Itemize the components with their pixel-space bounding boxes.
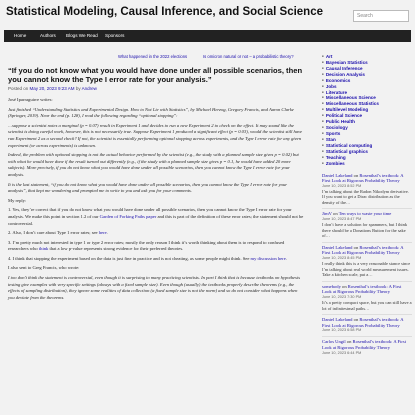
paragraph: 2. Also, I don’t care about Type 1 error rates; see here.	[8, 230, 108, 236]
comment-author-link[interactable]: Daniel Lakeland	[322, 244, 353, 250]
site-title[interactable]: Statistical Modeling, Causal Inference, and Social Science	[6, 6, 323, 18]
post-date-link[interactable]: May 20, 2023 9:23 AM	[29, 86, 75, 91]
comment-author-link[interactable]: Daniel Lakeland	[322, 172, 353, 178]
category-link[interactable]: ■ Statistical graphics	[322, 149, 412, 155]
text: 2. Also, I don’t care about Type 1 error rates; see	[8, 230, 98, 236]
comment-on: on	[353, 317, 359, 323]
recent-comments	[322, 173, 412, 356]
comment-date: June 10, 2023 8:52 PM	[322, 183, 362, 188]
nav-item-home[interactable]: Home	[14, 33, 27, 38]
comment-on: on	[353, 172, 359, 178]
comment-author-link[interactable]: Carlos Ungil	[322, 339, 346, 345]
comment-on: on	[342, 283, 347, 289]
paragraph: My reply:	[8, 197, 27, 203]
category-link[interactable]: ■ Zombies	[322, 161, 412, 167]
paragraph	[8, 207, 304, 227]
blockquote: Just finished “Understanding Statistics and Experimental Design. How to Not Lie with Statistics”, by Michael Herzog, Gregory Francis, and Aaron Clarke (Springer, 2019). Near the end (p. 128), I read the following regarding “optional stopping”:	[8, 106, 294, 119]
meta-prefix: Posted on	[8, 86, 29, 91]
category-link[interactable]: ■ Bayesian Statistics	[322, 60, 412, 66]
nav-item-sponsors[interactable]: Sponsors	[105, 33, 125, 38]
comment-date: June 10, 2023 8:47 PM	[322, 217, 362, 222]
comment-post-link[interactable]: Rosenthal’s textbook: A First Look at Rigorous Probability Theory	[322, 172, 404, 184]
category-link[interactable]: ■ Literature	[322, 90, 412, 96]
next-post-link[interactable]: Is omicron natural or not – a probabilistic theory?	[203, 54, 294, 59]
category-link[interactable]: ■ Political Science	[322, 113, 412, 119]
comment-on: on	[333, 211, 338, 217]
comment-item	[322, 339, 412, 355]
main-navbar	[4, 30, 411, 42]
paragraph: José Iparraguirre writes:	[8, 97, 53, 102]
previous-post-link[interactable]: What happened in the 2022 elections	[118, 54, 188, 59]
category-link[interactable]: ■ Teaching	[322, 155, 412, 161]
nested-blockquote: …suppose a scientist notes a marginal (p = 0.07) result in Experiment 1 and decides to run a new Experiment 2 to check on the effect. It may sound like the scientist is doing careful work, however, this is not necessarily true. Suppose Experiment 1 produced a significant effect (p = 0.03), would the scientist still have run Experiment 2 as a second check? If not, the scientist is essentially performing optional stopping across experiments, and the Type I error rate for any given experiment (or across experiments) is unknown.	[8, 122, 303, 148]
comment-excerpt: I’m talking about the Radon Nikodym derivative. If you want to get a Dirac distribution as the density of the…	[322, 188, 409, 205]
nav-item-authors[interactable]: Authors	[40, 33, 56, 38]
divider	[322, 336, 412, 337]
category-link[interactable]: ■ Sports	[322, 131, 412, 137]
paragraph: 4. I think that stopping the experiment based on the data is just fine in practice and is not cheating, as some people might think. See my discussion here.	[8, 255, 287, 261]
comment-excerpt: I really think this is a very reasonable stance since I’m talking about real world measurement issues. Take a kitchen scale, put a…	[322, 261, 411, 278]
here-link[interactable]: here	[98, 230, 107, 236]
category-link[interactable]: ■ Causal Inference	[322, 66, 412, 72]
divider	[322, 314, 412, 315]
paragraph	[8, 240, 304, 253]
post-meta	[8, 86, 304, 91]
text: that a low p-value represents strong evidence for their preferred theories.	[49, 246, 184, 252]
blockquote: It is the last statement, “if you do not know what you would have done under all possible scenarios, then you cannot know the Type I error rate for your analysis”, that kept me wondering and prompted me to write to you and ask you for your comments.	[8, 181, 288, 194]
comment-item	[322, 317, 412, 333]
comment-author-link[interactable]: somebody	[322, 283, 341, 289]
comment-post-link[interactable]: Rosenthal’s textbook: A First Look at Rigorous Probability Theory	[322, 339, 406, 350]
discussion-link[interactable]: my discussion here	[250, 255, 286, 261]
comment-date: June 10, 2023 6:44 PM	[322, 350, 362, 355]
divider	[322, 242, 412, 243]
comment-item	[322, 245, 412, 278]
sidebar	[322, 54, 412, 359]
category-link[interactable]: ■ Sociology	[322, 125, 412, 131]
category-link[interactable]: ■ Statistical computing	[322, 143, 412, 149]
comment-date: June 10, 2023 7:30 PM	[322, 295, 362, 300]
comment-author-link[interactable]: Daniel Lakeland	[322, 317, 353, 323]
category-link[interactable]: ■ Economics	[322, 78, 412, 84]
post-author-link[interactable]: Andrew	[81, 86, 97, 91]
search-input[interactable]: Search	[353, 10, 409, 22]
comment-item	[322, 284, 412, 311]
comment-head	[322, 339, 412, 350]
category-link[interactable]: ■ Multilevel Modeling	[322, 107, 412, 113]
comment-on: on	[353, 244, 359, 250]
comment-head	[322, 173, 412, 184]
category-link[interactable]: ■ Miscellaneous Science	[322, 95, 412, 101]
nav-item-blogs[interactable]: Blogs We Read	[66, 33, 98, 38]
comment-date: June 10, 2023 8:45 PM	[322, 256, 362, 261]
comment-post-link[interactable]: Ten ways to waste your time	[338, 211, 392, 217]
comment-head	[322, 284, 412, 295]
comment-excerpt: It’s a pretty compact space, but you can still have a lot of infinitesimal paths…	[322, 300, 412, 311]
comment-post-link[interactable]: Rosenthal’s textbook: A First Look at Rigorous Probability Theory	[322, 283, 402, 295]
category-link[interactable]: ■ Miscellaneous Statistics	[322, 101, 412, 107]
comment-post-link[interactable]: Rosenthal’s textbook: A First Look at Rigorous Probability Theory	[322, 244, 404, 256]
nested-blockquote: Indeed, the problem with optional stopping is not the actual behavior performed by the scientist (e.g., the study with a planned sample size gives p = 0.02) but with what he would have done if the result turned out differently (e.g., if the study with a planned sample size gives p = 0.1, he would have added 20 more subjects). More precisely, if you do not know what you would have done under all possible scenarios, then you cannot know the Type I error rate for your analysis.	[8, 152, 299, 177]
think-link[interactable]: think	[38, 246, 49, 252]
category-link[interactable]: ■ Jobs	[322, 84, 412, 90]
divider	[322, 208, 412, 209]
paragraph: I also sent to Greg Francis, who wrote:	[8, 265, 80, 271]
comment-excerpt: I don’t have a solution for spammers, but I think there should be a Donations Button for the sake of…	[322, 222, 408, 239]
comment-item	[322, 173, 412, 206]
comment-date: June 10, 2023 6:58 PM	[322, 328, 362, 333]
category-link[interactable]: ■ Public Health	[322, 119, 412, 125]
comment-item	[322, 211, 412, 238]
comment-on: on	[346, 339, 352, 345]
category-list	[322, 54, 412, 167]
category-link[interactable]: ■ Decision Analysis	[322, 72, 412, 78]
text: 3. I’m pretty much not interested in type 1 or type 2 error rates; mostly the only reason I think it’s worth thinking about them is to respond to confused researchers who	[8, 239, 285, 252]
divider	[322, 281, 412, 282]
post-article	[8, 66, 304, 304]
post-title[interactable]: “If you do not know what you would have done under all possible scenarios, then you cannot know the Type I error rate for your analysis.”	[8, 66, 303, 84]
category-link[interactable]: ■ Art	[322, 54, 412, 60]
comment-head	[322, 245, 412, 256]
comment-head	[322, 317, 412, 328]
post-body	[8, 97, 304, 301]
text: 1. Yes, they’re correct that if you do not know what you would have done under all possible scenarios, then you cannot know the Type I error rate for your analysis. We make this point in section 1.2 of our	[8, 207, 292, 219]
comment-author-link[interactable]: JimV	[322, 211, 332, 217]
forking-paths-link[interactable]: Garden of Forking Paths paper	[99, 213, 157, 219]
text: and this is part of the definition of these error rates; the statement should not be controversial.	[8, 213, 304, 226]
text: 4. I think that stopping the experiment based on the data is just fine in practice and is not cheating, as some people might think. See	[8, 255, 250, 261]
blockquote: I too don’t think the statement is controversial, even though it is surprising to many practicing scientists. In part I think that is because textbooks on hypothesis testing give examples with very specific settings (always with a fixed sample size). Even though (usually) the textbooks properly describe theorems (e.g., the effects of sampling distribution), they ignore some realities of data collection (a fixed sample size is not the norm) and so do not consider what happens when you deviate from the theorems.	[8, 275, 301, 300]
comment-post-link[interactable]: Rosenthal’s textbook: A First Look at Rigorous Probability Theory	[322, 317, 404, 328]
meta-by: by	[75, 86, 81, 91]
category-link[interactable]: ■ Stan	[322, 137, 412, 143]
